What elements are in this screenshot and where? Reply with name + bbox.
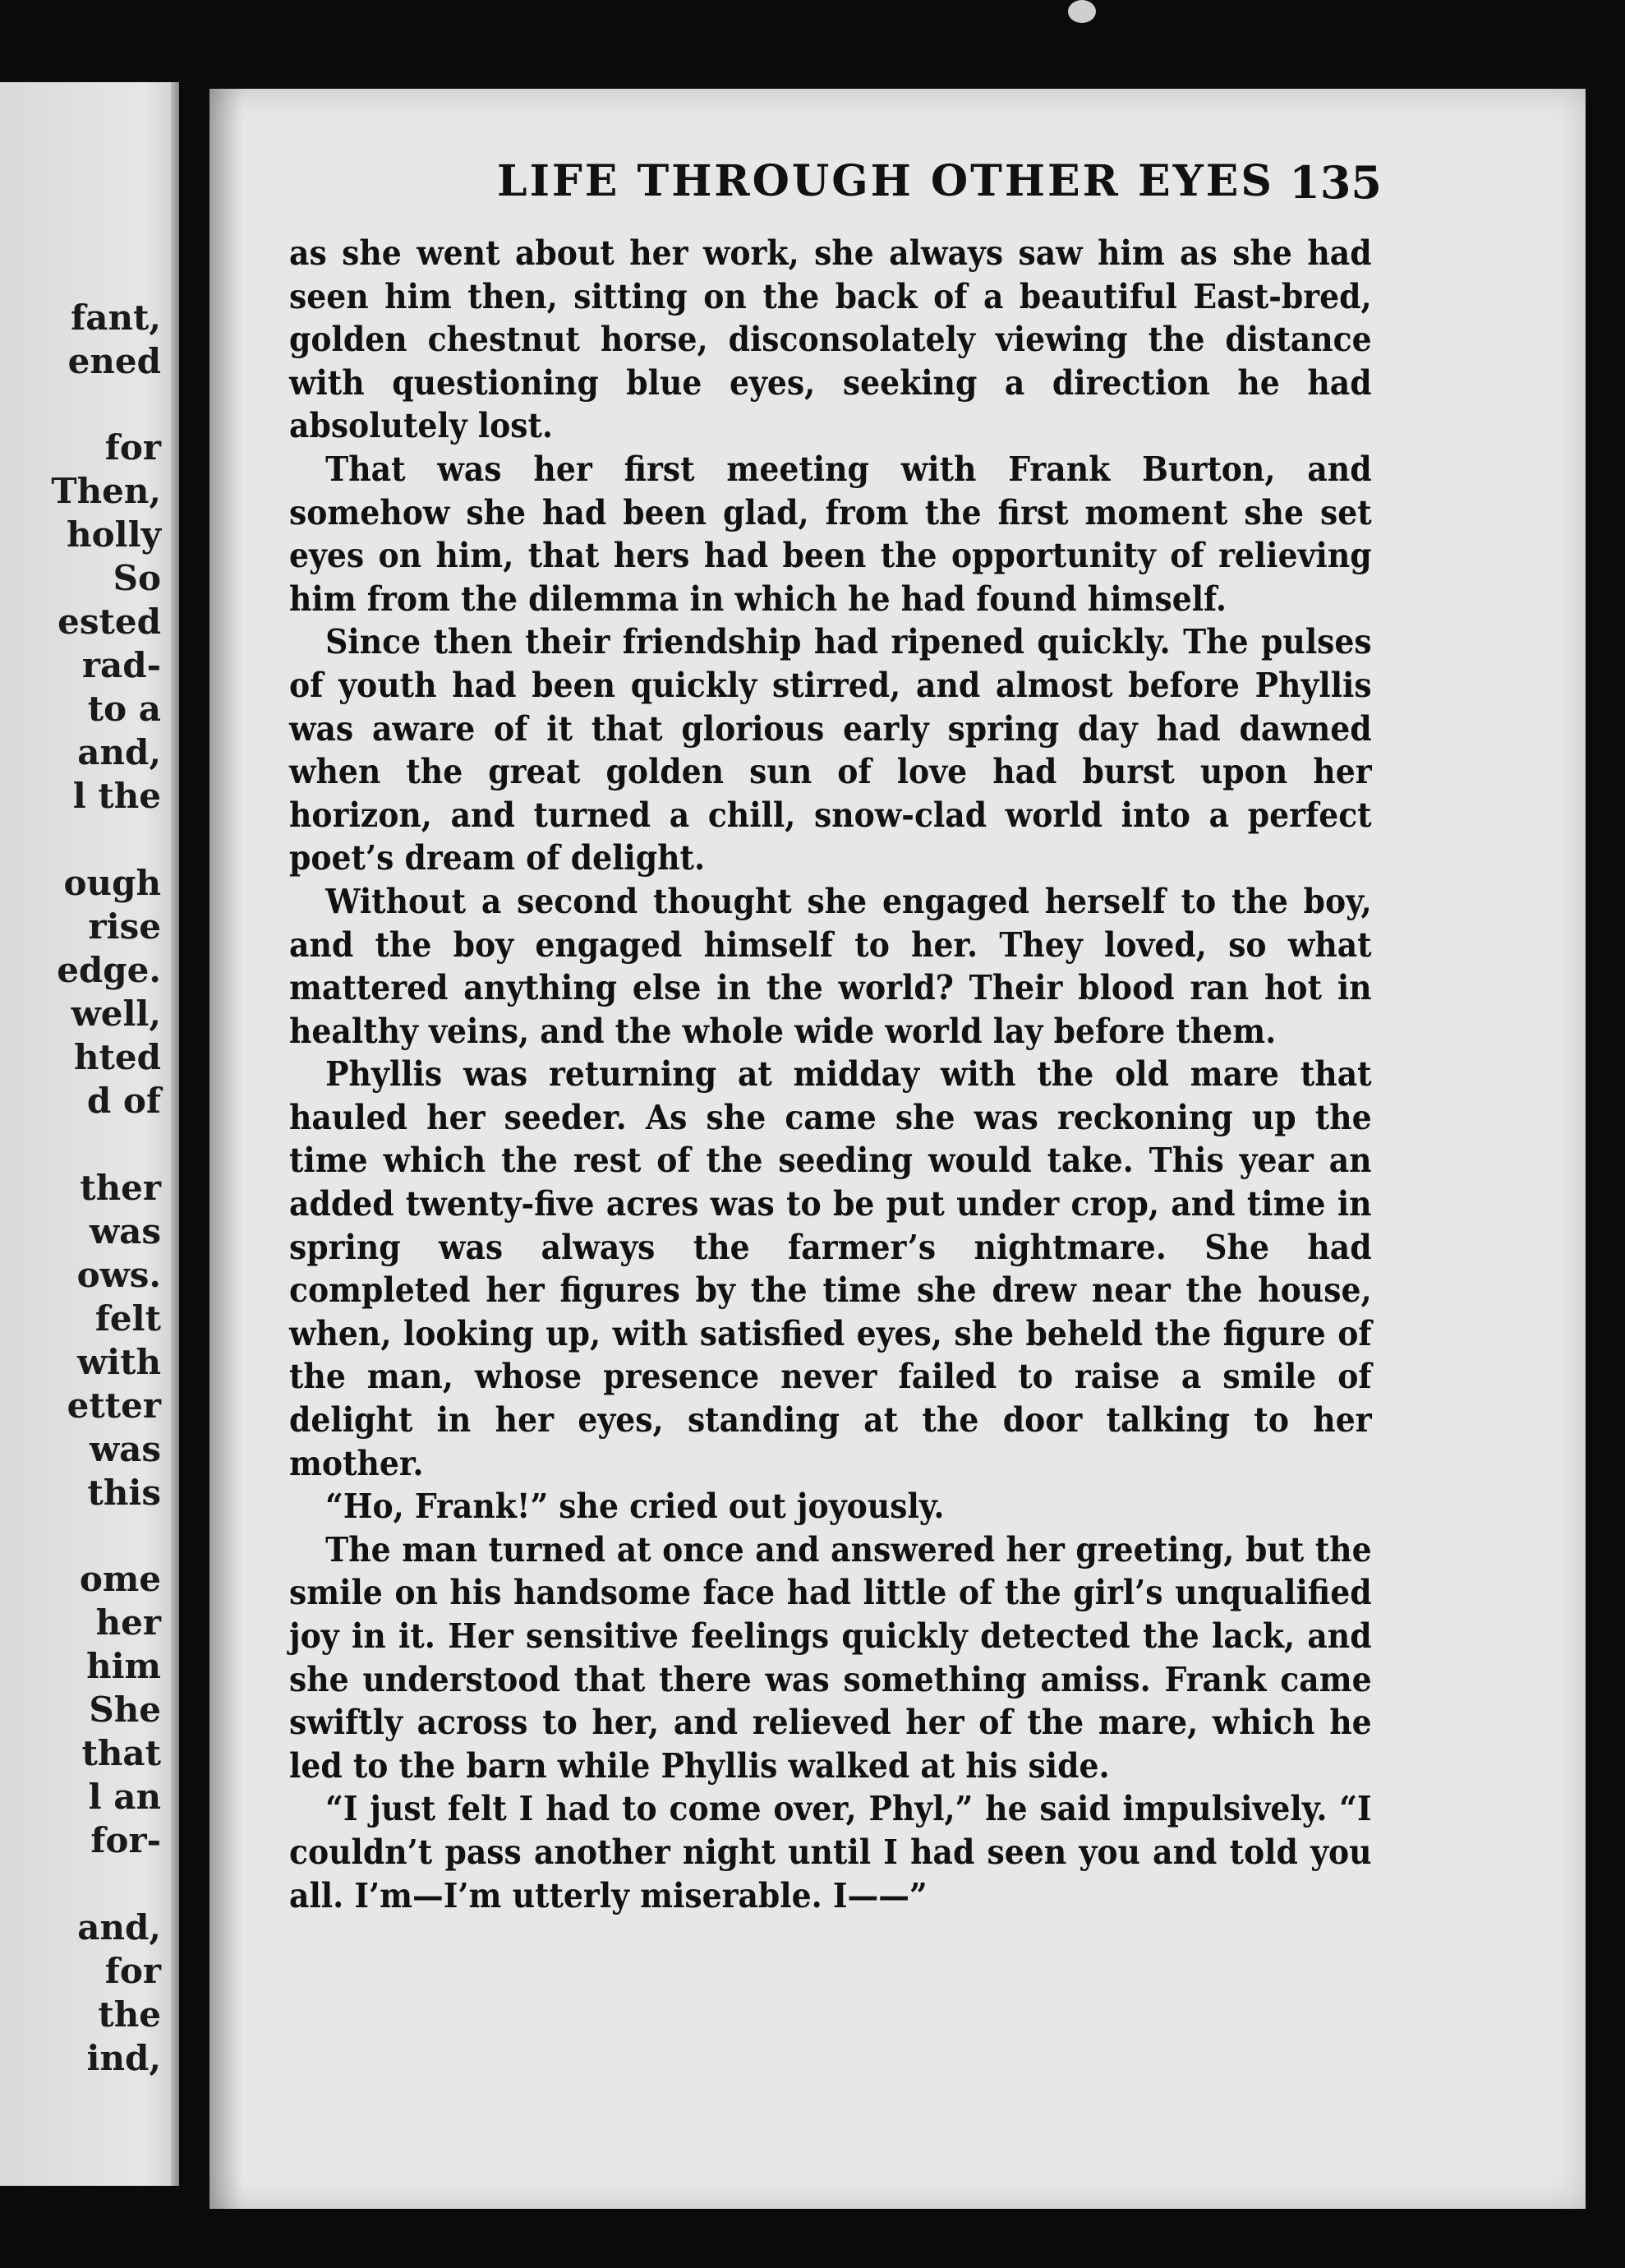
left-fragment: and,	[77, 1907, 161, 1948]
left-fragment: that	[81, 1733, 161, 1773]
left-fragment: So	[113, 558, 161, 598]
left-fragment: with	[76, 1342, 161, 1382]
paragraph: Since then their friendship had ripened quickly. The pulses of youth had been quickly stirred, and almost before Phyllis was aware of it that glorious early spring day had dawned when the great golden sun of love had burst upon her horizon, and turned a chill, snow-clad world into a perfect poet’s dream of delight.	[289, 622, 1372, 878]
left-fragment: fant,	[71, 297, 161, 338]
left-fragment: the	[98, 1994, 161, 2035]
left-fragment: Then,	[51, 471, 161, 511]
left-fragment: was	[89, 1211, 161, 1252]
left-fragment: ough	[63, 863, 161, 903]
film-spot	[1068, 0, 1096, 23]
left-fragment: holly	[67, 514, 161, 555]
page-title: LIFE THROUGH OTHER EYES	[497, 156, 1274, 206]
left-fragment: her	[95, 1602, 161, 1643]
paragraph: as she went about her work, she always saw him as she had seen him then, sitting on the back of a beautiful East-bred, golden chestnut horse, disconsolately viewing the distance with questioning blue eyes, seeking a direction he had absolutely lost.	[289, 233, 1372, 446]
left-fragment: She	[89, 1689, 161, 1730]
left-fragment: felt	[94, 1298, 161, 1339]
left-fragment: ome	[79, 1559, 161, 1599]
left-fragment: edge.	[57, 950, 161, 990]
page-number: 135	[1289, 156, 1382, 209]
left-fragment: for	[104, 427, 161, 468]
paragraph: Without a second thought she engaged herself to the boy, and the boy engaged himself to her. They loved, so what mattered anything else in the world? Their blood ran hot in healthy veins, and the whole wide world lay before them.	[289, 881, 1372, 1051]
left-fragment: ened	[67, 341, 161, 381]
paragraph: Phyllis was returning at midday with the old mare that hauled her seeder. As she came she was reckoning up the time which the rest of the seeding would take. This year an added twenty-five acres was to be put under crop, and time in spring was always the farmer’s nightmare. She had completed her figures by the time she drew near the house, when, looking up, with satisfied eyes, she beheld the figure of the man, whose presence never failed to raise a smile of delight in her eyes, standing at the door talking to her mother.	[289, 1054, 1372, 1483]
page-gutter	[171, 82, 179, 2186]
left-fragment: etter	[67, 1385, 161, 1426]
body-text	[289, 232, 1374, 1917]
left-fragment: ows.	[76, 1255, 161, 1295]
left-fragment: l the	[72, 776, 161, 816]
paragraph: “I just felt I had to come over, Phyl,” he said impulsively. “I couldn’t pass another night until I had seen you and told you all. I’m—I’m utterly miserable. I——”	[289, 1789, 1372, 1915]
left-fragment: d of	[86, 1081, 161, 1121]
left-fragment: for	[104, 1951, 161, 1991]
left-fragment: this	[87, 1473, 161, 1513]
left-fragment: rad-	[81, 645, 161, 685]
running-head	[283, 156, 1388, 222]
left-fragment: well,	[71, 993, 161, 1034]
left-fragment: was	[89, 1429, 161, 1469]
paragraph: The man turned at once and answered her greeting, but the smile on his handsome face had little of the girl’s unqualified joy in it. Her sensitive feelings quickly detected the lack, and she understood that there was something amiss. Frank came swiftly across to her, and relieved her of the mare, which he led to the barn while Phyllis walked at his side.	[289, 1529, 1372, 1786]
left-page-edge	[0, 82, 179, 2186]
left-fragment: ested	[58, 602, 161, 642]
left-fragment: to a	[87, 689, 161, 729]
left-fragment: him	[86, 1646, 161, 1686]
left-fragment: ther	[80, 1168, 161, 1208]
left-fragment: ind,	[86, 2038, 161, 2078]
paragraph: “Ho, Frank!” she cried out joyously.	[325, 1487, 945, 1527]
left-fragment: rise	[88, 906, 161, 947]
left-fragment: for-	[90, 1820, 161, 1860]
left-fragment: hted	[73, 1037, 161, 1077]
left-fragment: l an	[88, 1777, 161, 1817]
paragraph: That was her first meeting with Frank Burton, and somehow she had been glad, from the first moment she set eyes on him, that hers had been the opportunity of relieving him from the dilemma in which he had found himself.	[289, 449, 1372, 619]
left-fragment: and,	[77, 732, 161, 772]
